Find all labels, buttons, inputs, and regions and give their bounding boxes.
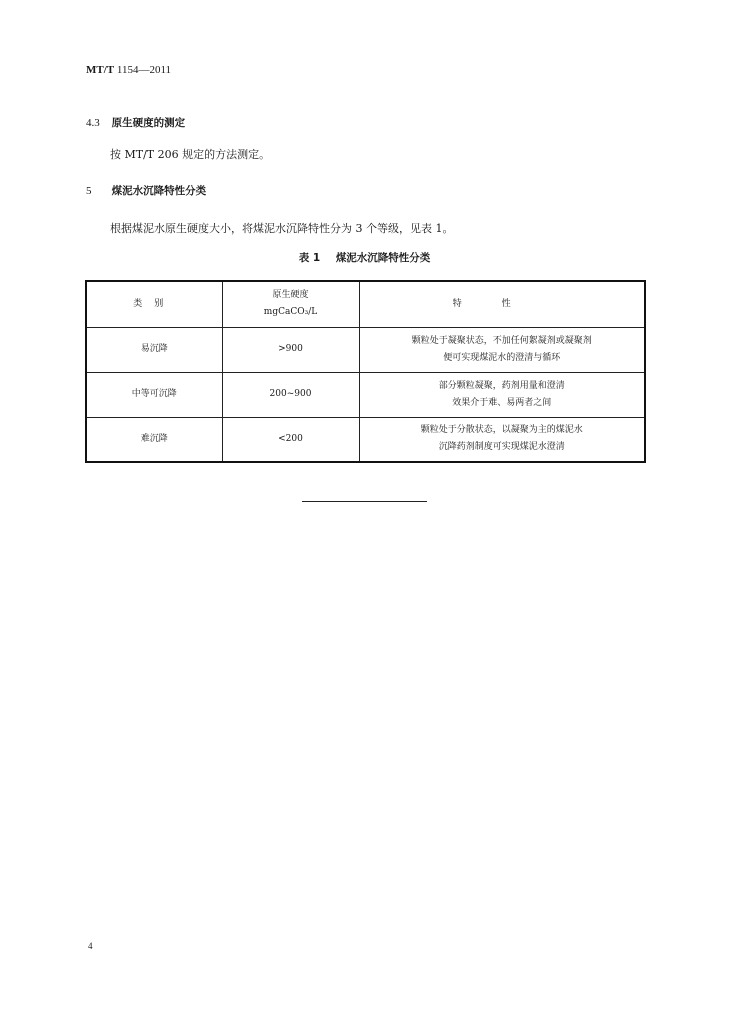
cell-characteristics (359, 372, 645, 417)
header-hardness (222, 281, 359, 327)
cell-hardness: 200~900 (222, 372, 359, 417)
cell-characteristics-line2: 沉降药剂制度可实现煤泥水澄清 (438, 442, 565, 453)
table-caption-label: 表 1 (298, 252, 321, 264)
cell-characteristics (359, 417, 645, 462)
cell-characteristics-line1: 颗粒处于凝聚状态，不加任何絮凝剂或凝聚剂 (411, 335, 592, 346)
header-hardness-line1: 原生硬度 (272, 290, 309, 301)
table-header-row (86, 281, 645, 327)
table-row (86, 417, 645, 462)
section-4-3-number: 4.3 (86, 117, 100, 129)
cell-category: 易沉降 (86, 327, 222, 372)
section-5-heading (86, 183, 206, 198)
header-hardness-unit: mgCaCO₃/L (263, 307, 318, 318)
end-of-document-rule (302, 501, 427, 502)
cell-characteristics-line1: 颗粒处于分散状态，以凝聚为主的煤泥水 (420, 425, 583, 436)
header-characteristics: 特性 (359, 281, 645, 327)
section-4-3-heading (86, 115, 185, 130)
table-caption (0, 250, 729, 265)
cell-category: 中等可沉降 (86, 372, 222, 417)
cell-characteristics-line1: 部分颗粒凝聚，药剂用量和澄清 (438, 380, 565, 391)
table-row (86, 327, 645, 372)
standard-code (86, 64, 171, 76)
table-row (86, 372, 645, 417)
classification-table (85, 280, 646, 463)
section-5-number: 5 (86, 185, 92, 197)
standard-code-number: 1154—2011 (116, 64, 172, 76)
cell-characteristics-line2: 便可实现煤泥水的澄清与循环 (443, 352, 561, 363)
section-5-body: 根据煤泥水原生硬度大小，将煤泥水沉降特性分为 3 个等级，见表 1。 (110, 222, 454, 235)
cell-hardness: <200 (222, 417, 359, 462)
section-5-title: 煤泥水沉降特性分类 (111, 185, 207, 197)
table-caption-title: 煤泥水沉降特性分类 (335, 252, 431, 264)
cell-characteristics (359, 327, 645, 372)
standard-code-prefix: MT/T (86, 64, 115, 76)
section-4-3-title: 原生硬度的测定 (111, 117, 186, 129)
section-4-3-body: 按 MT/T 206 规定的方法测定。 (110, 148, 271, 161)
page-number: 4 (88, 941, 93, 951)
cell-characteristics-line2: 效果介于难、易两者之间 (452, 397, 552, 408)
cell-hardness: >900 (222, 327, 359, 372)
cell-category: 难沉降 (86, 417, 222, 462)
header-category: 类别 (86, 281, 222, 327)
